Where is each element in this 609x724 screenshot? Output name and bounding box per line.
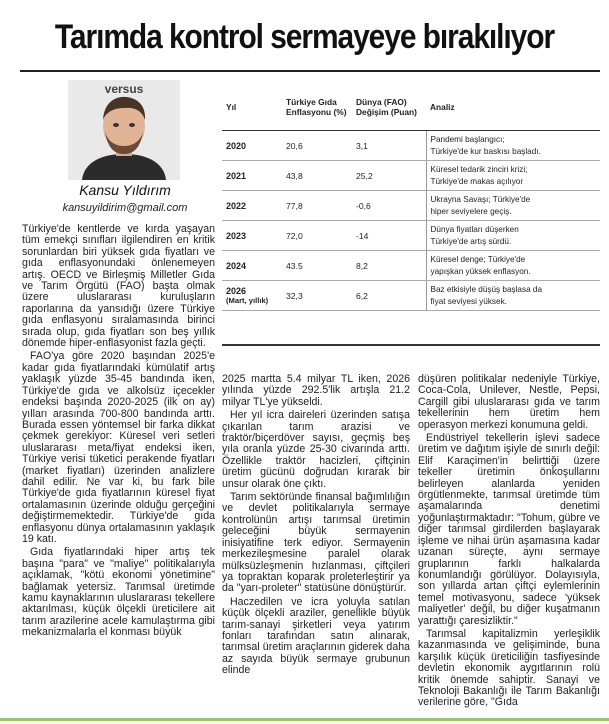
paragraph: 2025 martta 5.4 milyar TL iken, 2026 yılında yüzde 292.5'lik artışla 21.2 milyar TL'ye yükseldi. (222, 374, 410, 408)
inflation-table (222, 84, 600, 340)
table-row (222, 131, 600, 161)
year-cell: 2024 (222, 251, 282, 281)
analysis-cell: Küresel denge; Türkiye'de yapışkan yüksek enflasyon. (426, 251, 600, 281)
year-cell: 2021 (222, 161, 282, 191)
column-tag: versus (104, 82, 144, 96)
turkey-value: 43.5 (282, 251, 352, 281)
article-column-3 (418, 374, 600, 719)
table-bottom-rule (222, 344, 600, 346)
article-column-2 (222, 374, 410, 719)
header-year: Yıl (222, 84, 282, 131)
header-turkey-inflation: Türkiye Gıda Enflasyonu (%) (282, 84, 352, 131)
paragraph: Tarımsal kapitalizmin yerleşiklik kazanmasında ve gelişiminde, buna karşılık küçük üreticiliğin tasfiyesinde devletin ekonomik aygıtlarının rolü kritik önemde sahiptir. Sanayi ve Teknoloji Bakanlığı ile Tarım Bakanlığı verilerine göre, "Gıda (418, 627, 600, 709)
analysis-cell: Küresel tedarik zinciri krizi; Türkiye'de makas açılıyor (426, 161, 600, 191)
table-row (222, 221, 600, 251)
author-photo (68, 80, 180, 180)
paragraph: Haczedilen ve icra yoluyla satılan küçük ölçekli araziler, genellikle büyük tarım-sanayi şirketleri veya yatırım fonları tarafından satın alınarak, tarımsal üretim araçlarının giderek daha az sayıda büyük sermaye grubunun elinde (222, 595, 410, 677)
year-cell: 2023 (222, 221, 282, 251)
paragraph: Endüstriyel tekellerin işlevi sadece üretim ve dağıtım işiyle de sınırlı değil: Elif Karaçimen'in belirttiği üzere tekeller üretimin önkoşullarını belirleyen alanlarda yeniden örgütlenmekte, tarımsal üretimde tüm aşamalarında denetimi yoğunlaştırmaktadır: "Tohum, gübre ve diğer tarımsal girdilerden başlayarak işleme ve nihai ürün aşamasına kadar uzanan süreçte, aynı sermaye gruplarının farklı halkalarda konumlandığı görülüyor. Dolayısıyla, son yıllarda artan çiftçi eylemlerinin temel motivasyonu, sadece 'yüksek maliyetler' değil, bu diğer kuşatmanın yarattığı çaresizliktir." (418, 432, 600, 627)
analysis-cell: Dünya fiyatları düşerken Türkiye'de artış sürdü. (426, 221, 600, 251)
table-row (222, 191, 600, 221)
fao-value: -0,6 (352, 191, 426, 221)
turkey-value: 20,6 (282, 131, 352, 161)
header-fao-change: Dünya (FAO) Değişim (Puan) (352, 84, 426, 131)
table-row (222, 281, 600, 311)
turkey-value: 77,8 (282, 191, 352, 221)
table-row (222, 161, 600, 191)
paragraph: Tarım sektöründe finansal bağımlılığın ve devlet politikalarıyla sermaye kontrolünün artışı tarımsal üretimin geleceğini büyük sermayenin inisiyatifine terk ediyor. Sermayenin merkezileşmesine paralel olarak mülksüzleşmenin hızlanması, çiftçileri ya topraktan koparak proleterleştirir ya da "yarı-proleter" statüsüne dönüştürür. (222, 491, 410, 595)
turkey-value: 32,3 (282, 281, 352, 311)
headline-rule (20, 70, 600, 72)
headline: Tarımda kontrol sermayeye bırakılıyor (54, 18, 555, 56)
year-cell: 2026 (Mart, yıllık) (222, 281, 282, 311)
turkey-value: 43,8 (282, 161, 352, 191)
fao-value: 8,2 (352, 251, 426, 281)
paragraph: Türkiye'de kentlerde ve kırda yaşayan tüm emekçi sınıfları ilgilendiren en kritik sorunlardan biri yüksek gıda fiyatları ve gıda enflasyonundaki önlenemeyen artış. OECD ve Birleşmiş Milletler Gıda ve Tarım Örgütü (FAO) başta olmak üzere uluslararası kuruluşların raporlarına da yansıdığı üzere Türkiye gıda enflasyonu sıralamasında birinci sırada olup, gıda fiyatları son beş yıllık dönemde hiper-enflasyonist fazla geçti. (22, 224, 215, 350)
year-note: (Mart, yıllık) (226, 296, 269, 305)
analysis-cell: Ukrayna Savaşı; Türkiye'de hiper seviyelere geçiş. (426, 191, 600, 221)
paragraph: düşüren politikalar nedeniyle Türkiye, Coca-Cola, Unilever, Nestle, Pepsi, Cargill gibi uluslararası gıda ve tarım tekellerinin hem üretim hem operasyon merkezi konumuna geldi. (418, 374, 600, 431)
header-analysis: Analiz (426, 84, 600, 131)
year-cell: 2020 (222, 131, 282, 161)
table-header-row (222, 84, 600, 131)
author-name: Kansu Yıldırım (79, 182, 171, 198)
article-column-1 (22, 224, 215, 719)
year-cell: 2022 (222, 191, 282, 221)
paragraph: Gıda fiyatlarındaki hiper artış tek başına "para" ve "maliye" politikalarıyla açıklamak, "kötü ekonomi yönetimine" bağlamak yetersiz. Tarımsal üretimde kamu kaynaklarının uluslararası tekellere aktarılması, küçük ölçekli üreticilere ait tarım arazilerine acele kamulaştırma gibi mekanizmalarla el konması büyük (22, 546, 215, 639)
fao-value: 3,1 (352, 131, 426, 161)
page-bottom-bar (0, 718, 609, 721)
turkey-value: 72,0 (282, 221, 352, 251)
paragraph: Her yıl icra daireleri üzerinden satışa çıkarılan tarım arazisi ve traktör/biçerdöver sayısı, geçmiş beş yıla oranla yüzde 25-30 civarında arttı. Özellikle traktör hacizleri, çiftçinin üretim gücünü doğrudan kırarak bir unsur olarak öne çıktı. (222, 409, 410, 490)
paragraph: FAO'ya göre 2020 başından 2025'e kadar gıda fiyatlarındaki kümülatif artış yaklaşık yüzde 35-45 bandında iken, Türkiye'de gıda ve alkolsüz içecekler endeksi başında 2020-2025 (ilk on ay) yılları arasında 700-800 bandında arttı. Burada essen yöntemsel bir farka dikkat çekmek gerekiyor: Küresel veri setleri uluslararası meta/fiyat endeksi iken, Türkiye verisi tüketici perakende fiyatları (market fiyatları) üzerinden analizlere dahil edilir. Ne var ki, bu fark bile Türkiye'de gıda fiyatlarının küresel fiyat ortalamasının üzerinde olduğu gerçeğini değiştirmemektedir. Türkiye'de gıda enflasyonu dünya ortalamasının yaklaşık 19 katı. (22, 350, 215, 545)
table-row (222, 251, 600, 281)
fao-value: 25,2 (352, 161, 426, 191)
analysis-cell: Pandemi başlangıcı; Türkiye'de kur baskısı başladı. (426, 131, 600, 161)
fao-value: 6,2 (352, 281, 426, 311)
analysis-cell: Baz etkisiyle düşüş başlasa da fiyat seviyesi yüksek. (426, 281, 600, 311)
fao-value: -14 (352, 221, 426, 251)
author-email[interactable]: kansuyildirim@gmail.com (62, 202, 188, 214)
